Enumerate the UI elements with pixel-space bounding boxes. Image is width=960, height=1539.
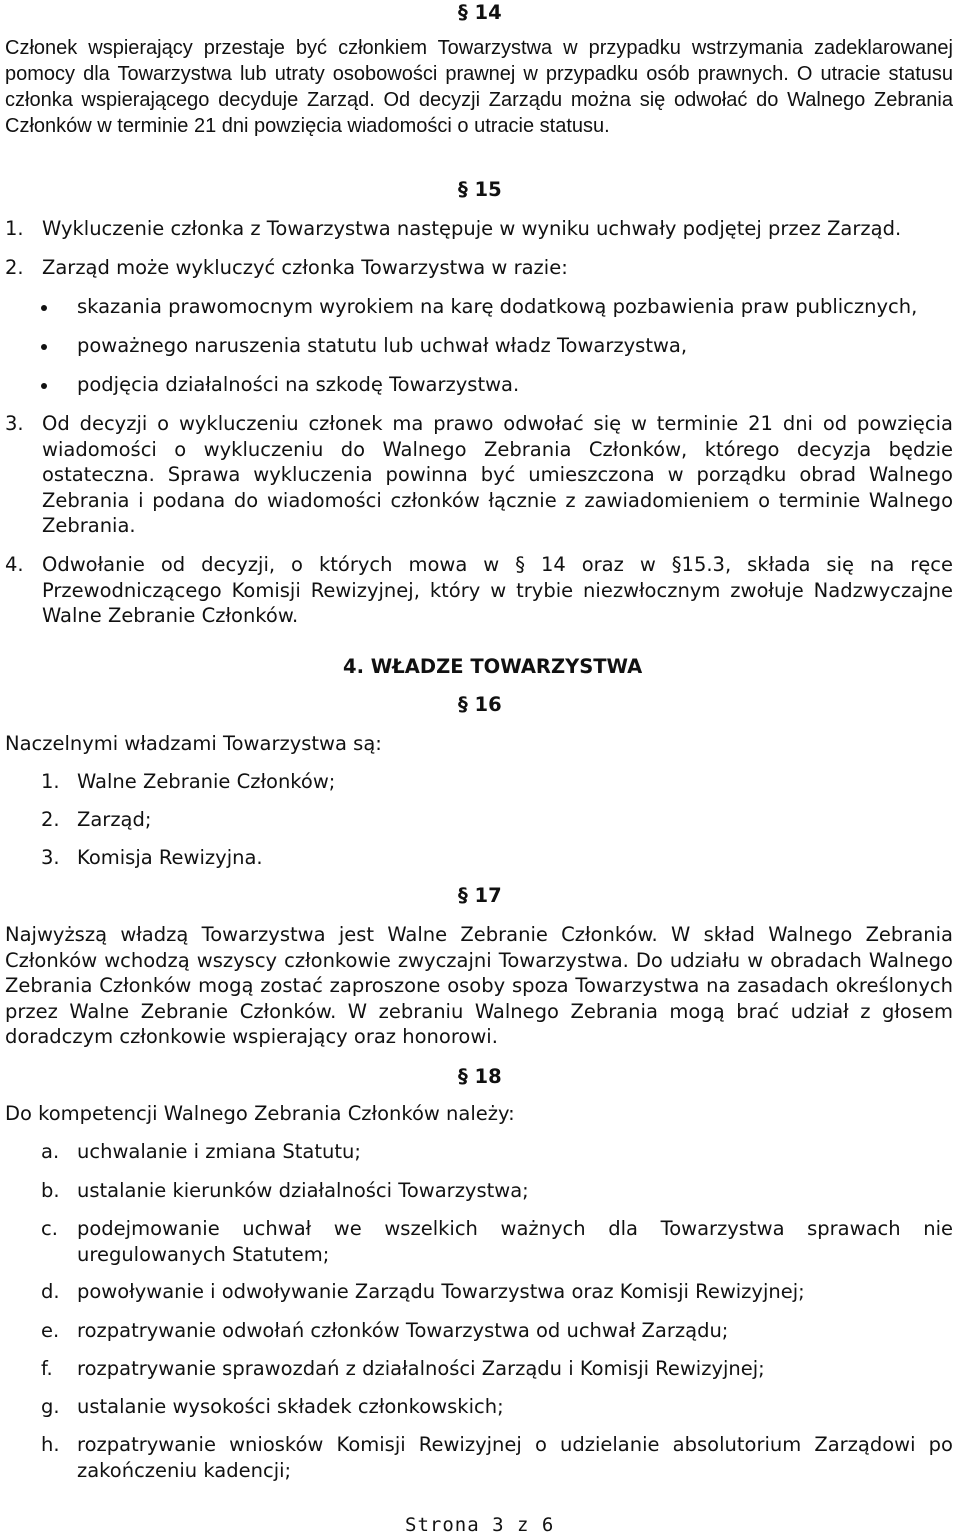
list-item [41, 1216, 953, 1268]
bullet-icon [41, 305, 47, 311]
item-letter: d. [41, 1280, 60, 1303]
item-text: rozpatrywanie sprawozdań z działalności Zarządu i Komisji Rewizyjnej; [77, 1357, 765, 1380]
item-text: ustalanie kierunków działalności Towarzystwa; [77, 1179, 529, 1202]
bullet-text: podjęcia działalności na szkodę Towarzystwa. [77, 373, 520, 396]
item-text: podejmowanie uchwał we wszelkich ważnych dla Towarzystwa sprawach nie uregulowanych Statutem; [77, 1217, 953, 1266]
item-text: rozpatrywanie odwołań członków Towarzystwa od uchwał Zarządu; [77, 1319, 729, 1342]
item-text: uchwalanie i zmiana Statutu; [77, 1140, 361, 1163]
item-letter: b. [41, 1179, 60, 1202]
point-number: 3. [5, 412, 24, 435]
section-14-heading: § 14 [458, 1, 502, 24]
page-number: Strona 3 z 6 [405, 1514, 555, 1536]
item-letter: c. [41, 1217, 58, 1240]
item-number: 1. [41, 770, 60, 793]
item-letter: f. [41, 1357, 53, 1380]
section-14-text: Członek wspierający przestaje być członkiem Towarzystwa w przypadku wstrzymania zadeklarowanej pomocy dla Towarzystwa lub utraty osobowości prawnej w przypadku osób prawnych. O utracie statusu członka wspierającego decyduje Zarząd. Od decyzji Zarządu można się odwołać do Walnego Zebrania Członków w terminie 21 dni powzięcia wiadomości o utracie statusu. [5, 37, 953, 137]
item-text: rozpatrywanie wniosków Komisji Rewizyjnej o udzielanie absolutorium Zarządowi po zakończeniu kadencji; [77, 1433, 953, 1482]
section-16-heading: § 16 [458, 693, 502, 716]
bullet-icon [41, 383, 47, 389]
point-text: Od decyzji o wykluczeniu członek ma prawo odwołać się w terminie 21 dni od powzięcia wiadomości o wykluczeniu do Walnego Zebrania Członków, którego decyzja będzie ostateczna. Sprawa wykluczenia powinna być umieszczona w porządku obrad Walnego Zebrania i podana do wiadomości członków łącznie z zawiadomieniem o terminie Walnego Zebrania. [42, 412, 953, 537]
point-number: 1. [5, 217, 24, 240]
section-17-heading: § 17 [458, 884, 502, 907]
item-text: Komisja Rewizyjna. [77, 846, 263, 869]
item-letter: e. [41, 1319, 60, 1342]
item-text: ustalanie wysokości składek członkowskich; [77, 1395, 504, 1418]
item-text: powoływanie i odwoływanie Zarządu Towarzystwa oraz Komisji Rewizyjnej; [77, 1280, 805, 1303]
item-number: 2. [41, 808, 60, 831]
item-letter: a. [41, 1140, 60, 1163]
point-text: Zarząd może wykluczyć członka Towarzystwa w razie: [42, 256, 568, 279]
item-text: Walne Zebranie Członków; [77, 770, 336, 793]
chapter-title: 4. WŁADZE TOWARZYSTWA [343, 655, 643, 678]
section-15-heading: § 15 [458, 178, 502, 201]
section-17-text: Najwyższą władzą Towarzystwa jest Walne Zebranie Członków. W skład Walnego Zebrania Członków wchodzą wszyscy członkowie zwyczajni Towarzystwa. Do udziału w obradach Walnego Zebrania Członków mogą zostać zaproszone osoby spoza Towarzystwa na zasadach określonych przez Walne Zebranie Członków. W zebraniu Walnego Zebrania mogą brać udział z głosem doradczym członkowie wspierający oraz honorowi. [5, 923, 953, 1048]
point-text: Wykluczenie członka z Towarzystwa następuje w wyniku uchwały podjętej przez Zarząd. [42, 217, 902, 240]
section-15-point-4 [5, 552, 953, 632]
item-text: Zarząd; [77, 808, 152, 831]
section-16-intro: Naczelnymi władzami Towarzystwa są: [5, 732, 382, 755]
section-18-intro: Do kompetencji Walnego Zebrania Członków należy: [5, 1102, 515, 1125]
point-text: Odwołanie od decyzji, o których mowa w § 14 oraz w §15.3, składa się na ręce Przewodniczącego Komisji Rewizyjnej, który w trybie niezwłocznym zwołuje Nadzwyczajne Walne Zebranie Członków. [42, 553, 953, 627]
point-number: 4. [5, 553, 24, 576]
item-letter: h. [41, 1433, 60, 1456]
point-number: 2. [5, 256, 24, 279]
section-15-point-3 [5, 411, 953, 541]
bullet-icon [41, 344, 47, 350]
bullet-text: skazania prawomocnym wyrokiem na karę dodatkową pozbawienia praw publicznych, [77, 295, 918, 318]
list-item [41, 1432, 953, 1484]
bullet-text: poważnego naruszenia statutu lub uchwał władz Towarzystwa, [77, 334, 688, 357]
item-number: 3. [41, 846, 60, 869]
section-18-heading: § 18 [458, 1065, 502, 1088]
item-letter: g. [41, 1395, 60, 1418]
